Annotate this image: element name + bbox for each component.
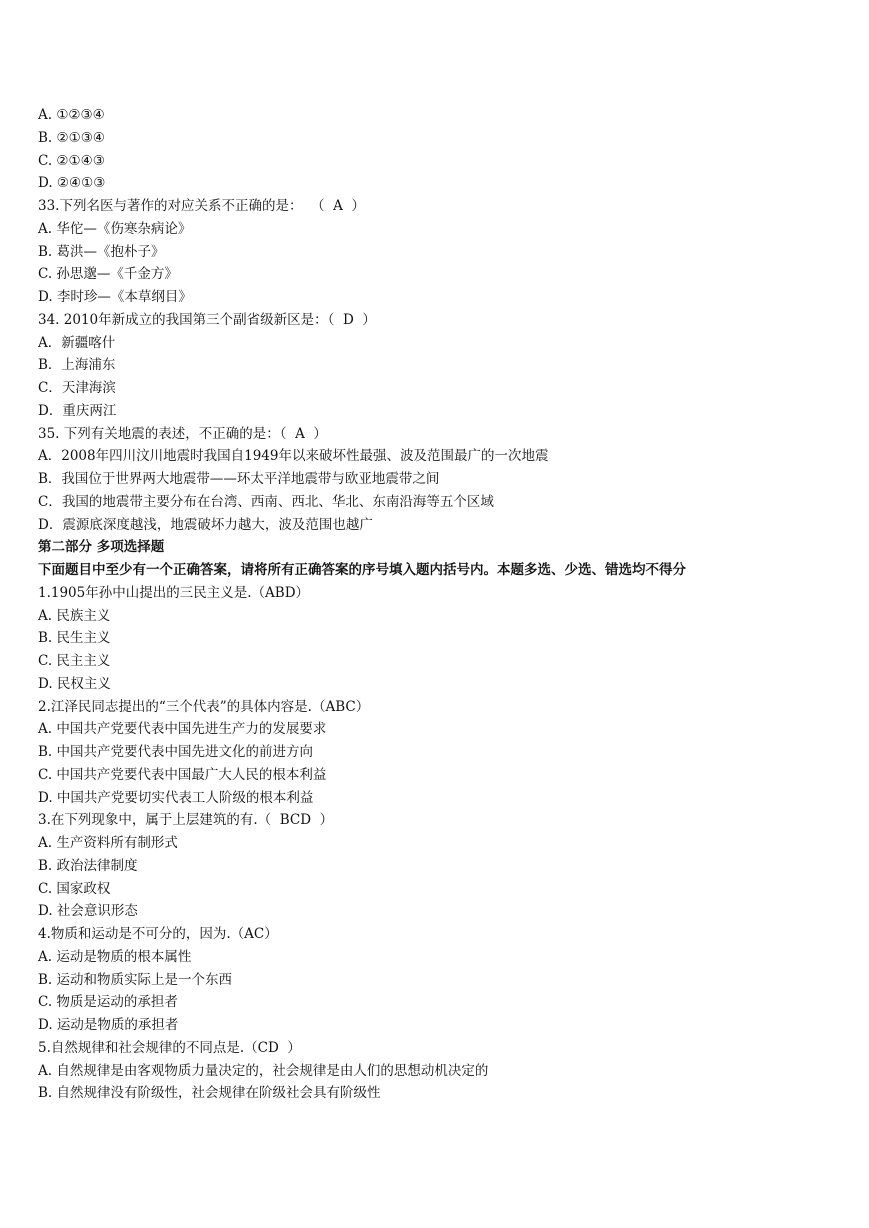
text-line: B. 政治法律制度 (38, 857, 138, 874)
text-line: A. 生产资料所有制形式 (38, 835, 178, 851)
text-line: B. ②①③④ (38, 129, 105, 146)
text-line: B. 运动和物质实际上是一个东西 (38, 971, 233, 988)
text-line: C. 物质是运动的承担者 (38, 994, 178, 1011)
text-line: D. 民权主义 (38, 675, 111, 692)
text-line: B. 中国共产党要代表中国先进文化的前进方向 (38, 744, 314, 760)
text-line: 34. 2010年新成立的我国第三个副省级新区是：（ D ） (38, 311, 376, 328)
text-line: 1.1905年孙中山提出的三民主义是.（ABD） (38, 584, 310, 601)
text-line: D．重庆两江 (38, 402, 117, 419)
section-heading: 第二部分 多项选择题 (38, 539, 165, 556)
section-heading: 下面题目中至少有一个正确答案，请将所有正确答案的序号填入题内括号内。本题多选、少选、错选均不得分 (38, 562, 686, 578)
text-line: 5.自然规律和社会规律的不同点是.（CD ） (38, 1039, 301, 1056)
text-line: C. ②①④③ (38, 152, 105, 169)
text-line: D. 运动是物质的承担者 (38, 1017, 179, 1033)
text-line: A. ①②③④ (38, 107, 105, 123)
text-line: 3.在下列现象中，属于上层建筑的有.（ BCD ） (38, 812, 334, 829)
text-line: A. 民族主义 (38, 607, 111, 624)
text-line: B. 葛洪—《抱朴子》 (38, 243, 165, 260)
text-line: C. 国家政权 (38, 880, 111, 897)
text-line: C．我国的地震带主要分布在台湾、西南、西北、华北、东南沿海等五个区域 (38, 493, 494, 510)
text-line: D. 李时珍—《本草纲目》 (38, 289, 192, 305)
text-line: D. 社会意识形态 (38, 903, 138, 920)
text-line: C. 民主主义 (38, 653, 111, 669)
text-line: C. 中国共产党要代表中国最广大人民的根本利益 (38, 766, 327, 783)
text-line: D．震源底深度越浅，地震破坏力越大，波及范围也越广 (38, 516, 373, 533)
text-line: 2.江泽民同志提出的“三个代表”的具体内容是.（ABC） (38, 698, 370, 715)
text-line: A. 运动是物质的根本属性 (38, 948, 192, 965)
text-line: C. 孙思邈—《千金方》 (38, 266, 178, 283)
text-line: B. 民生主义 (38, 630, 111, 647)
text-line: D. 中国共产党要切实代表工人阶级的根本利益 (38, 789, 314, 806)
text-line: 4.物质和运动是不可分的，因为.（AC） (38, 926, 278, 942)
document-page (38, 104, 838, 1105)
text-line: D. ②④①③ (38, 175, 106, 192)
text-line: A. 自然规律是由客观物质力量决定的，社会规律是由人们的思想动机决定的 (38, 1062, 489, 1079)
text-line: A. 华佗—《伤寒杂病论》 (38, 220, 192, 237)
text-line: C．天津海滨 (38, 380, 116, 396)
text-line: A．2008年四川汶川地震时我国自1949年以来破坏性最强、波及范围最广的一次地震 (38, 448, 549, 465)
text-line: 33.下列名医与著作的对应关系不正确的是： （ A ） (38, 198, 365, 214)
text-line: B．我国位于世界两大地震带——环太平洋地震带与欧亚地震带之间 (38, 471, 440, 487)
text-line: B. 自然规律没有阶级性，社会规律在阶级社会具有阶级性 (38, 1085, 381, 1102)
text-line: 35. 下列有关地震的表述，不正确的是：（ A ） (38, 425, 327, 442)
text-line: A. 中国共产党要代表中国先进生产力的发展要求 (38, 721, 327, 738)
text-line: B．上海浦东 (38, 357, 116, 374)
text-line: A．新疆喀什 (38, 334, 116, 351)
